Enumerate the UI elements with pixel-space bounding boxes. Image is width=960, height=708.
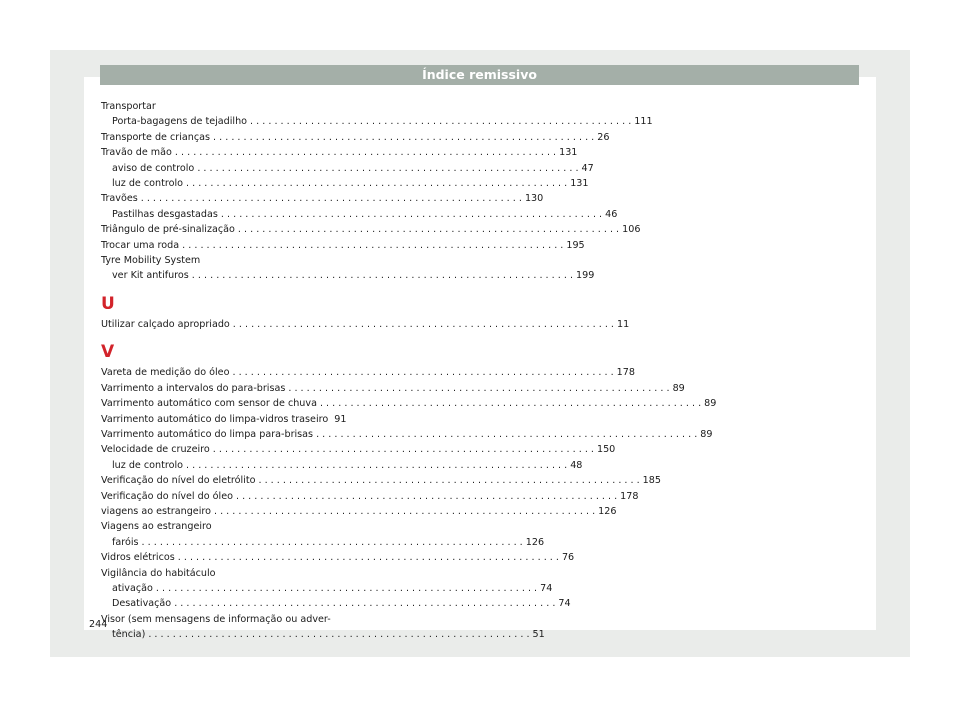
index-entry[interactable] — [101, 396, 717, 411]
index-entry[interactable] — [101, 473, 661, 488]
index-entry-label: viagens ao estrangeiro — [101, 505, 211, 517]
index-entry-page: 89 — [700, 428, 713, 440]
index-entry-label: aviso de controlo — [112, 162, 195, 174]
index-entry-page: 195 — [566, 239, 585, 251]
index-entry-label: Varrimento automático com sensor de chuva — [101, 398, 317, 410]
index-entry-page: 74 — [558, 598, 571, 610]
index-entry-page: 74 — [540, 582, 553, 594]
index-entry-label: Varrimento automático do limpa-vidros traseiro — [101, 413, 329, 425]
index-entry-label: faróis — [112, 536, 139, 548]
index-entry[interactable] — [101, 222, 641, 237]
index-entry[interactable] — [101, 489, 639, 504]
index-entry[interactable] — [101, 504, 617, 519]
index-term: Transportar — [101, 101, 156, 112]
index-entry-label: Travões — [101, 193, 138, 205]
index-entry[interactable] — [101, 427, 713, 442]
index-entry-label: Vareta de medição do óleo — [101, 367, 230, 379]
dot-leader — [320, 396, 701, 411]
index-entry-page: 130 — [524, 193, 544, 205]
dot-leader — [178, 550, 559, 565]
index-entry[interactable] — [101, 145, 578, 160]
index-entry-page: 48 — [570, 459, 583, 471]
index-subentry[interactable] — [101, 268, 595, 283]
index-entry-page: 111 — [634, 116, 653, 128]
index-entry[interactable] — [101, 130, 610, 145]
index-subentry[interactable] — [101, 176, 589, 191]
dot-leader — [236, 489, 617, 504]
index-subentry[interactable] — [101, 114, 653, 129]
dot-leader — [182, 238, 563, 253]
dot-leader — [288, 381, 669, 396]
index-entry-page: 11 — [616, 318, 630, 330]
index-term: Vigilância do habitáculo — [101, 567, 216, 579]
index-entry[interactable] — [101, 442, 616, 457]
index-entry-page: 26 — [597, 131, 610, 143]
index-entry-page: 91 — [334, 413, 347, 425]
index-subentry[interactable] — [101, 596, 571, 611]
dot-leader — [175, 145, 556, 160]
dot-leader — [213, 130, 594, 145]
dot-leader — [192, 268, 573, 283]
index-entry-label: ver Kit antifuros — [112, 270, 189, 282]
index-entry-label: Varrimento automático do limpa para-brisas — [101, 428, 314, 440]
index-entry-label: Porta-bagagens de tejadilho — [112, 116, 248, 128]
index-entry-label: Velocidade de cruzeiro — [101, 444, 210, 456]
dot-leader — [197, 161, 578, 176]
index-entry-label: ativação — [112, 582, 153, 594]
index-entry-page: 178 — [620, 490, 639, 502]
dot-leader — [238, 222, 619, 237]
index-entry-page: 131 — [570, 178, 589, 190]
dot-leader — [232, 365, 613, 380]
index-term: Visor (sem mensagens de informação ou adver- — [101, 613, 331, 625]
index-subentry[interactable] — [101, 535, 545, 550]
index-entry-label: Pastilhas desgastadas — [112, 208, 218, 220]
dot-leader — [186, 458, 567, 473]
page-header: Índice remissivo — [100, 65, 859, 85]
index-letter-heading: V — [101, 342, 115, 363]
dot-leader — [142, 535, 523, 550]
index-subentry[interactable] — [101, 581, 553, 596]
index-entry-page: 131 — [559, 147, 578, 159]
page-number: 244 — [89, 619, 108, 630]
dot-leader — [186, 176, 567, 191]
index-entry-page: 89 — [704, 398, 717, 410]
index-entry-page: 46 — [605, 208, 618, 220]
dot-leader — [258, 473, 639, 488]
index-entry-label: Desativação — [112, 598, 172, 610]
index-entry-label: luz de controlo — [112, 178, 183, 190]
index-entry[interactable] — [101, 238, 585, 253]
index-letter-heading: U — [101, 293, 115, 314]
dot-leader — [214, 504, 595, 519]
index-entry-page: 106 — [622, 224, 641, 236]
dot-leader — [250, 114, 631, 129]
index-entry[interactable] — [101, 412, 347, 427]
index-entry-page: 126 — [598, 505, 617, 517]
index-term: Tyre Mobility System — [101, 255, 201, 267]
index-entry-label: Travão de mão — [101, 147, 172, 159]
index-entry[interactable] — [101, 191, 544, 206]
index-term: Viagens ao estrangeiro — [101, 521, 212, 533]
index-entry[interactable] — [101, 381, 685, 396]
index-entry[interactable] — [101, 365, 635, 380]
dot-leader — [141, 191, 522, 206]
dot-leader — [316, 427, 697, 442]
index-entry-label: Trocar uma roda — [101, 239, 180, 251]
index-entry[interactable] — [101, 317, 630, 332]
dot-leader — [233, 317, 614, 332]
index-entry-label: Triângulo de pré-sinalização — [101, 224, 235, 236]
index-entry-page: 199 — [576, 270, 595, 282]
index-subentry[interactable] — [101, 627, 545, 642]
index-subentry[interactable] — [101, 207, 618, 222]
index-entry[interactable] — [101, 550, 575, 565]
index-entry-label: Utilizar calçado apropriado — [101, 318, 230, 330]
index-entry-label: Varrimento a intervalos do para-brisas — [101, 382, 286, 394]
index-entry-page: 185 — [642, 475, 661, 487]
index-subentry[interactable] — [101, 458, 583, 473]
dot-leader — [156, 581, 537, 596]
index-entry-page: 51 — [532, 629, 545, 641]
index-entry-page: 126 — [525, 536, 545, 548]
dot-leader — [148, 627, 529, 642]
dot-leader — [221, 207, 602, 222]
index-entry-label: tência) — [112, 629, 146, 641]
index-subentry[interactable] — [101, 161, 594, 176]
index-entry-page: 150 — [596, 444, 616, 456]
index-column — [101, 99, 717, 643]
dot-leader — [174, 596, 555, 611]
index-entry-label: Verificação do nível do eletrólito — [101, 475, 256, 487]
index-entry-page: 178 — [616, 367, 635, 379]
index-entry-page: 89 — [672, 382, 685, 394]
index-entry-label: luz de controlo — [112, 459, 183, 471]
index-entry-page: 76 — [561, 552, 575, 564]
index-entry-label: Verificação do nível do óleo — [101, 490, 233, 502]
index-entry-label: Transporte de crianças — [101, 131, 211, 143]
index-entry-label: Vidros elétricos — [101, 552, 175, 564]
index-entry-page: 47 — [581, 162, 594, 174]
dot-leader — [213, 442, 594, 457]
